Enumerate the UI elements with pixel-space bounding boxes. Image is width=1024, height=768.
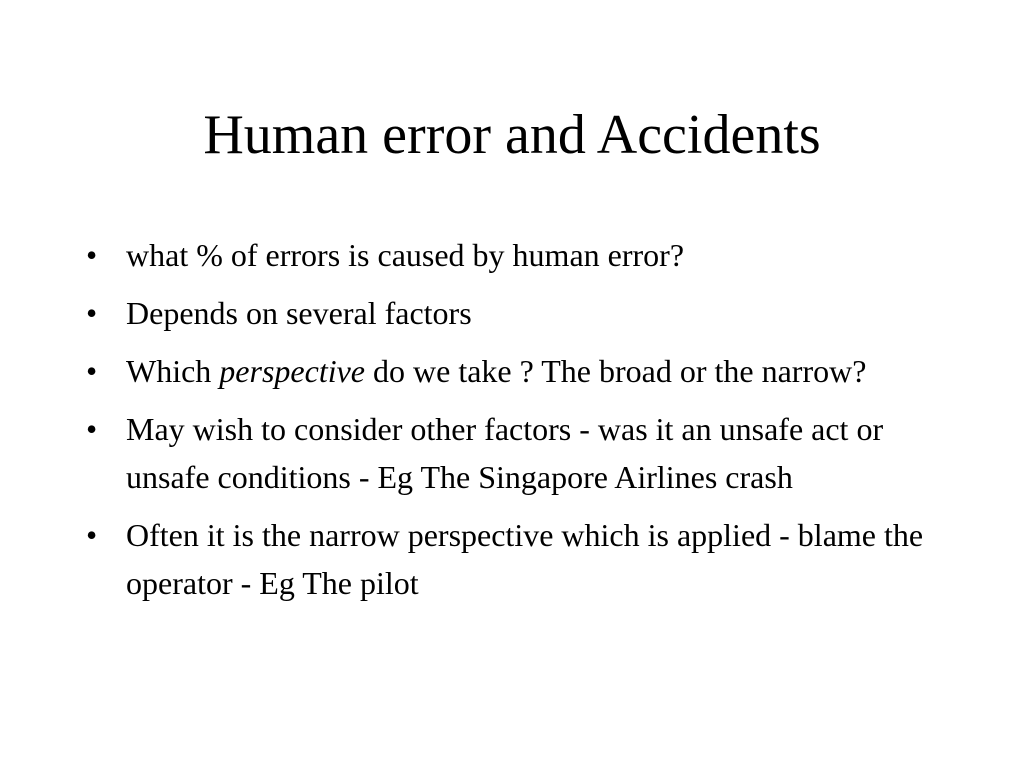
bullet-text: Often it is the narrow perspective which is applied - blame the operator - Eg The pilot: [126, 517, 924, 601]
bullet-text: [126, 353, 866, 389]
bullet-item: [86, 511, 946, 607]
bullet-icon: •: [86, 237, 98, 273]
bullet-text-before: Which: [126, 353, 220, 389]
bullet-list: [86, 231, 946, 617]
bullet-text-after: do we take ? The broad or the narrow?: [365, 353, 867, 389]
bullet-icon: •: [86, 353, 98, 389]
bullet-item: [86, 231, 946, 279]
slide-title: Human error and Accidents: [203, 104, 821, 166]
bullet-text-emphasis: perspective: [219, 353, 365, 389]
bullet-text: Depends on several factors: [126, 295, 472, 331]
bullet-text: what % of errors is caused by human error?: [126, 237, 685, 273]
bullet-icon: •: [86, 411, 98, 447]
bullet-item: [86, 405, 946, 501]
bullet-text: May wish to consider other factors - was it an unsafe act or unsafe conditions - Eg The Singapore Airlines crash: [126, 411, 884, 495]
bullet-item: [86, 347, 946, 395]
bullet-icon: •: [86, 517, 98, 553]
bullet-item: [86, 289, 946, 337]
bullet-icon: •: [86, 295, 98, 331]
